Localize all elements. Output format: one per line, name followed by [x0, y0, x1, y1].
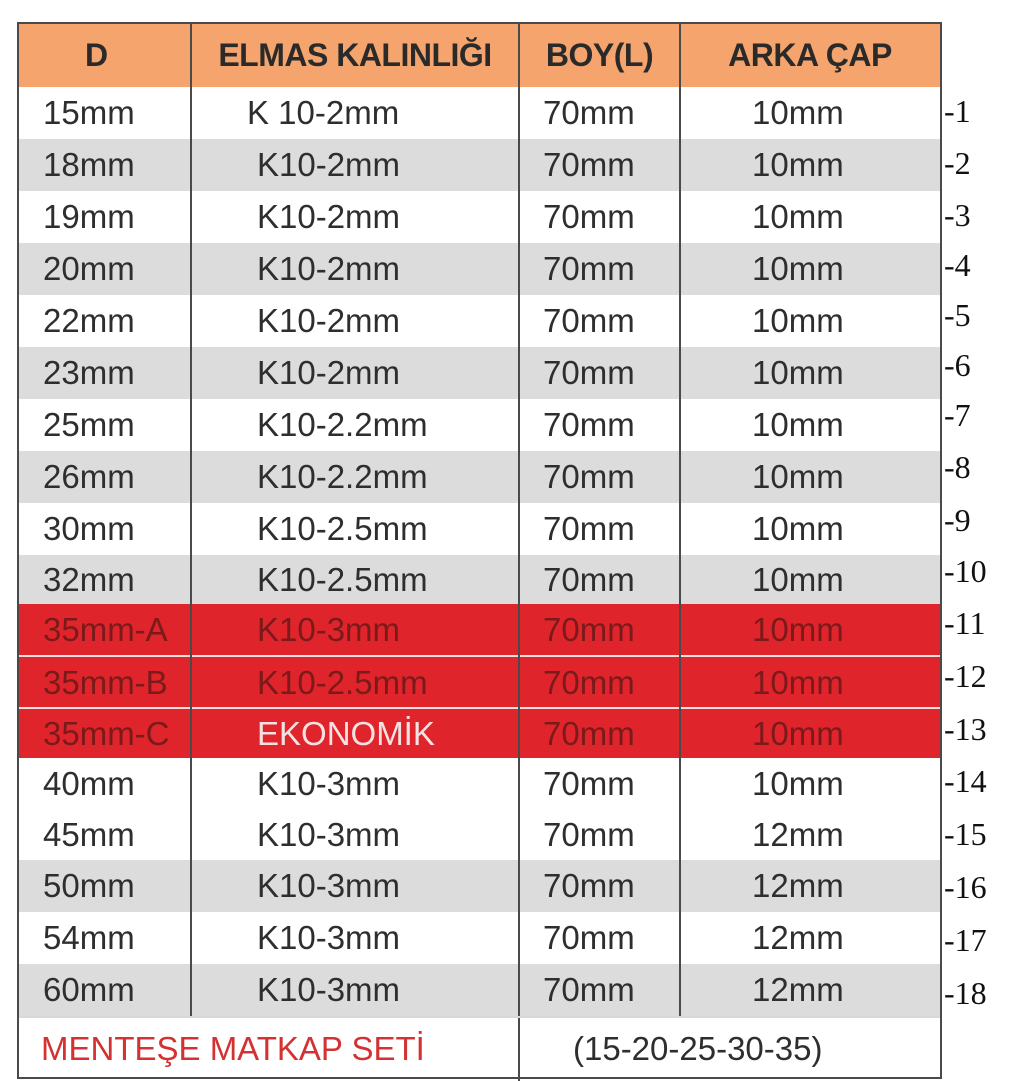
cell-d: 35mm-B [43, 663, 168, 701]
cell-d: 23mm [43, 354, 135, 391]
row-index: -11 [944, 604, 986, 641]
cell-d: 19mm [43, 198, 135, 235]
row-index: -5 [944, 296, 971, 333]
row-index: -2 [944, 144, 971, 181]
cell-length: 70mm [543, 146, 635, 183]
cell-length: 70mm [543, 560, 635, 598]
cell-thickness: K10-2.5mm [257, 560, 428, 598]
table-row [19, 87, 940, 139]
cell-shank: 10mm [752, 458, 844, 495]
table-row [19, 191, 940, 243]
header-shank: ARKA ÇAP [728, 37, 892, 73]
cell-d: 35mm-C [43, 714, 170, 752]
table-row [19, 860, 940, 912]
cell-thickness: K10-2.2mm [257, 458, 428, 495]
header-thickness: ELMAS KALINLIĞI [218, 37, 492, 73]
cell-d: 32mm [43, 560, 135, 598]
spec-table [17, 22, 942, 1079]
row-index: -3 [944, 196, 971, 233]
row-index: -12 [944, 657, 987, 694]
table-row-highlight [19, 604, 940, 656]
cell-length: 70mm [543, 919, 635, 956]
cell-shank: 10mm [752, 765, 844, 802]
cell-d: 15mm [43, 94, 135, 131]
cell-shank: 12mm [752, 816, 844, 853]
cell-shank: 10mm [752, 198, 844, 235]
cell-shank: 10mm [752, 94, 844, 131]
cell-d: 40mm [43, 765, 135, 802]
cell-length: 70mm [543, 406, 635, 443]
cell-thickness: K10-3mm [257, 765, 401, 802]
table-row [19, 139, 940, 191]
table-row [19, 758, 940, 810]
cell-d: 35mm-A [43, 611, 168, 648]
cell-shank: 10mm [752, 146, 844, 183]
cell-d: 45mm [43, 816, 135, 853]
column-divider [190, 24, 192, 1016]
row-index: -14 [944, 762, 987, 799]
cell-d: 30mm [43, 510, 135, 547]
row-index: -8 [944, 448, 971, 485]
cell-shank: 10mm [752, 406, 844, 443]
cell-shank: 10mm [752, 250, 844, 287]
row-index: -6 [944, 346, 971, 383]
table-row [19, 295, 940, 347]
set-sizes: (15-20-25-30-35) [573, 1029, 823, 1067]
cell-thickness: K10-2mm [257, 354, 401, 391]
set-title: MENTEŞE MATKAP SETİ [41, 1029, 425, 1067]
cell-length: 70mm [543, 302, 635, 339]
cell-thickness: K10-2mm [257, 198, 401, 235]
cell-thickness: K10-3mm [257, 919, 401, 956]
cell-d: 50mm [43, 867, 135, 904]
table-row [19, 810, 940, 860]
table-row [19, 451, 940, 503]
row-index: -7 [944, 396, 971, 433]
row-index: -18 [944, 974, 987, 1011]
cell-length: 70mm [543, 971, 635, 1008]
cell-shank: 12mm [752, 867, 844, 904]
cell-thickness: K10-3mm [257, 611, 401, 648]
cell-d: 18mm [43, 146, 135, 183]
cell-d: 22mm [43, 302, 135, 339]
row-index: -1 [944, 92, 971, 129]
header-length: BOY(L) [545, 37, 654, 73]
cell-length: 70mm [543, 94, 635, 131]
table-row-highlight [19, 709, 940, 758]
cell-thickness: K10-2mm [257, 250, 401, 287]
table-row [19, 964, 940, 1016]
column-divider [679, 24, 681, 1016]
row-index: -13 [944, 710, 987, 747]
cell-length: 70mm [543, 250, 635, 287]
table-row-highlight [19, 657, 940, 708]
cell-length: 70mm [543, 510, 635, 547]
cell-shank: 10mm [752, 302, 844, 339]
cell-length: 70mm [543, 816, 635, 853]
cell-length: 70mm [543, 354, 635, 391]
cell-shank: 10mm [752, 611, 844, 648]
table-row [19, 912, 940, 964]
footer-row [19, 1018, 940, 1079]
header-d: D [85, 37, 108, 73]
row-index: -16 [944, 868, 987, 905]
row-index: -10 [944, 552, 987, 589]
cell-d: 26mm [43, 458, 135, 495]
table-row [19, 347, 940, 399]
table-row [19, 503, 940, 555]
cell-shank: 10mm [752, 510, 844, 547]
cell-shank: 10mm [752, 663, 844, 701]
cell-thickness: K10-2mm [257, 146, 401, 183]
row-index: -17 [944, 921, 987, 958]
cell-shank: 10mm [752, 354, 844, 391]
row-index: -4 [944, 246, 971, 283]
cell-shank: 12mm [752, 919, 844, 956]
cell-thickness: K10-3mm [257, 971, 401, 1008]
cell-thickness: K 10-2mm [247, 94, 400, 131]
cell-d: 20mm [43, 250, 135, 287]
cell-d: 60mm [43, 971, 135, 1008]
cell-length: 70mm [543, 198, 635, 235]
cell-thickness: K10-2.5mm [257, 663, 428, 701]
cell-length: 70mm [543, 663, 635, 701]
cell-length: 70mm [543, 458, 635, 495]
row-index: -15 [944, 815, 987, 852]
cell-thickness: K10-2.2mm [257, 406, 428, 443]
cell-length: 70mm [543, 714, 635, 752]
cell-shank: 10mm [752, 714, 844, 752]
cell-d: 25mm [43, 406, 135, 443]
row-index: -9 [944, 501, 971, 538]
table-row [19, 399, 940, 451]
cell-d: 54mm [43, 919, 135, 956]
cell-thickness: EKONOMİK [257, 714, 435, 752]
cell-shank: 10mm [752, 560, 844, 598]
cell-thickness: K10-2.5mm [257, 510, 428, 547]
row-separator [19, 655, 940, 657]
cell-shank: 12mm [752, 971, 844, 1008]
row-separator [19, 707, 940, 709]
cell-thickness: K10-3mm [257, 867, 401, 904]
table-row [19, 243, 940, 295]
cell-length: 70mm [543, 867, 635, 904]
table-row [19, 555, 940, 604]
cell-length: 70mm [543, 765, 635, 802]
cell-length: 70mm [543, 611, 635, 648]
column-divider [518, 24, 520, 1081]
cell-thickness: K10-3mm [257, 816, 401, 853]
header-row [19, 24, 940, 87]
cell-thickness: K10-2mm [257, 302, 401, 339]
